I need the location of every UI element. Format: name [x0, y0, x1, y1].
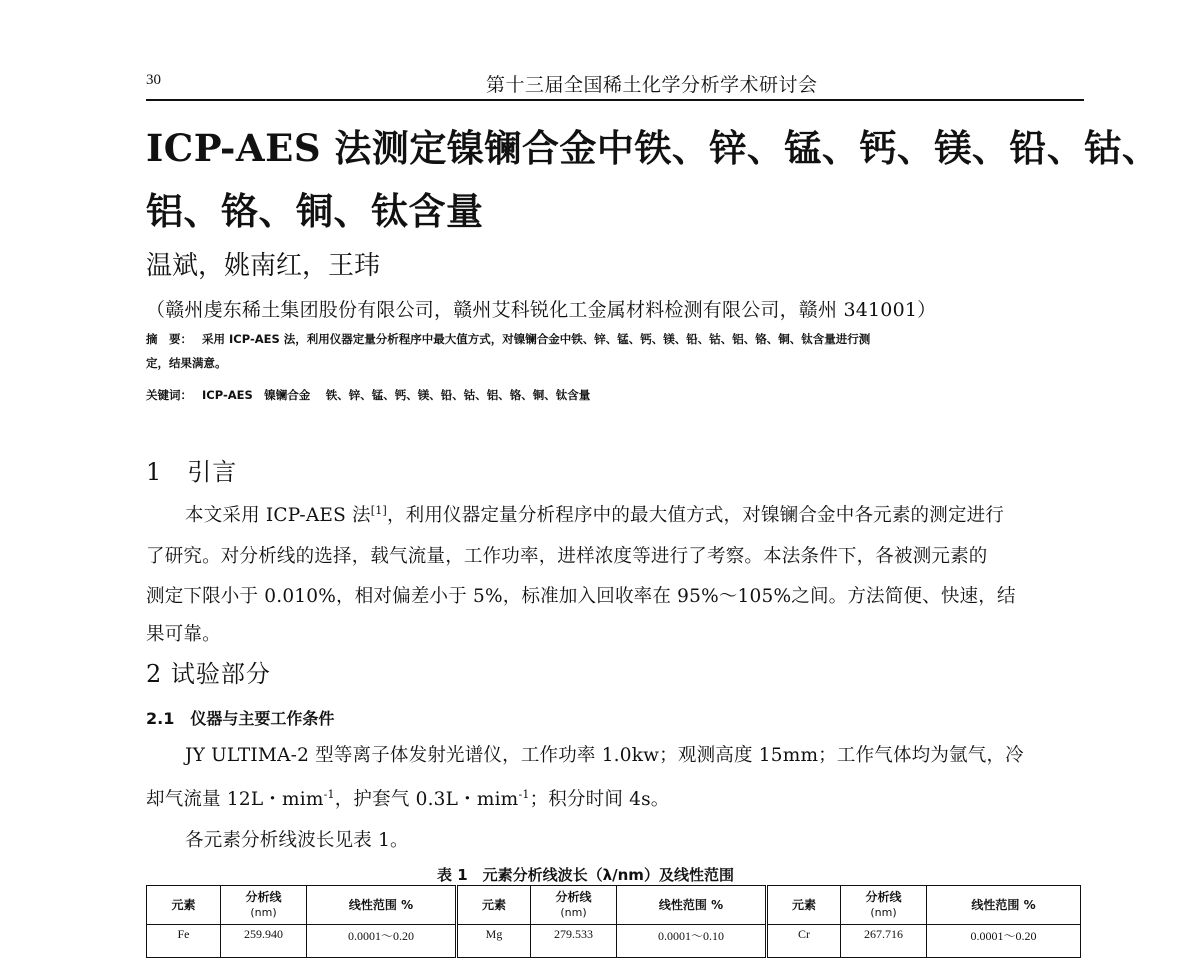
header-range: 线性范围 % [617, 886, 767, 925]
instrument-paragraph-line-2 [146, 785, 670, 811]
citation-ref: [1] [370, 503, 387, 517]
unit-exponent-1: -1 [323, 787, 335, 801]
header-line-unit: (nm) [250, 906, 277, 919]
running-header: 第十三届全国稀土化学分析学术研讨会 [486, 74, 818, 96]
cell-wavelength: 259.940 [221, 925, 307, 958]
table-reference-paragraph: 各元素分析线波长见表 1。 [185, 830, 409, 851]
header-line-label: 分析线 [865, 890, 902, 904]
intro-paragraph-line-2: 了研究。对分析线的选择，载气流量，工作功率，进样浓度等进行了考察。本法条件下，各被测元素的 [146, 546, 988, 567]
keywords-label: 关键词： [146, 388, 192, 402]
header-line [841, 886, 927, 925]
header-line [531, 886, 617, 925]
cell-element: Fe [147, 925, 221, 958]
intro-paragraph-line-4: 果可靠。 [146, 624, 221, 645]
authors: 温斌，姚南红，王玮 [146, 251, 381, 281]
cell-range: 0.0001～0.20 [927, 925, 1081, 958]
intro-paragraph-line-1 [185, 501, 1004, 527]
abstract-text-1: 采用 ICP-AES 法，利用仪器定量分析程序中最大值方式，对镍镧合金中铁、锌、锰、钙、镁、铅、钴、铝、铬、铜、钛含量进行测 [202, 332, 871, 346]
section-1-heading: 1 引言 [146, 458, 238, 486]
keywords-text: ICP-AES 镍镧合金 铁、锌、锰、钙、镁、铅、钴、铝、铬、铜、钛含量 [202, 388, 591, 402]
section-2-heading: 2 试验部分 [146, 660, 271, 688]
abstract-line-2: 定，结果满意。 [146, 356, 227, 370]
cell-element: Cr [767, 925, 841, 958]
header-range: 线性范围 % [307, 886, 457, 925]
abstract-label: 摘 要： [146, 332, 192, 346]
title-line-2: 铝、铬、铜、钛含量 [146, 189, 484, 233]
affiliation: （赣州虔东稀土集团股份有限公司，赣州艾科锐化工金属材料检测有限公司，赣州 341001） [146, 299, 937, 321]
cell-wavelength: 279.533 [531, 925, 617, 958]
wavelength-table [146, 885, 1081, 958]
table-header-row [147, 886, 1081, 925]
header-rule [146, 99, 1084, 101]
title-line-1: ICP-AES 法测定镍镧合金中铁、锌、锰、钙、镁、铅、钴、 [146, 126, 1160, 170]
header-range: 线性范围 % [927, 886, 1081, 925]
instrument-text-c: ；积分时间 4s。 [529, 789, 670, 810]
header-line [221, 886, 307, 925]
intro-text-b: ，利用仪器定量分析程序中的最大值方式，对镍镧合金中各元素的测定进行 [386, 505, 1005, 526]
header-line-unit: (nm) [870, 906, 897, 919]
instrument-text-b: ，护套气 0.3L・mim [334, 789, 519, 810]
intro-paragraph-line-3: 测定下限小于 0.010%，相对偏差小于 5%，标准加入回收率在 95%～105%之间。方法简便、快速，结 [146, 586, 1016, 607]
page-number: 30 [146, 72, 161, 88]
abstract-line-1 [146, 331, 870, 347]
header-element: 元素 [147, 886, 221, 925]
table-caption: 表 1 元素分析线波长（λ/nm）及线性范围 [437, 866, 734, 884]
header-line-label: 分析线 [245, 890, 282, 904]
header-line-label: 分析线 [555, 890, 592, 904]
intro-text-a: 本文采用 ICP-AES 法 [185, 505, 371, 526]
table-row [147, 925, 1081, 958]
unit-exponent-2: -1 [518, 787, 530, 801]
instrument-text-a: 却气流量 12L・mim [146, 789, 324, 810]
header-element: 元素 [767, 886, 841, 925]
header-element: 元素 [457, 886, 531, 925]
header-line-unit: (nm) [560, 906, 587, 919]
cell-range: 0.0001～0.10 [617, 925, 767, 958]
keywords [146, 387, 590, 403]
cell-range: 0.0001～0.20 [307, 925, 457, 958]
cell-wavelength: 267.716 [841, 925, 927, 958]
instrument-paragraph-line-1: JY ULTIMA-2 型等离子体发射光谱仪，工作功率 1.0kw；观测高度 15mm；工作气体均为氩气，冷 [185, 745, 1024, 766]
section-2-1-heading: 2.1 仪器与主要工作条件 [146, 709, 335, 728]
cell-element: Mg [457, 925, 531, 958]
